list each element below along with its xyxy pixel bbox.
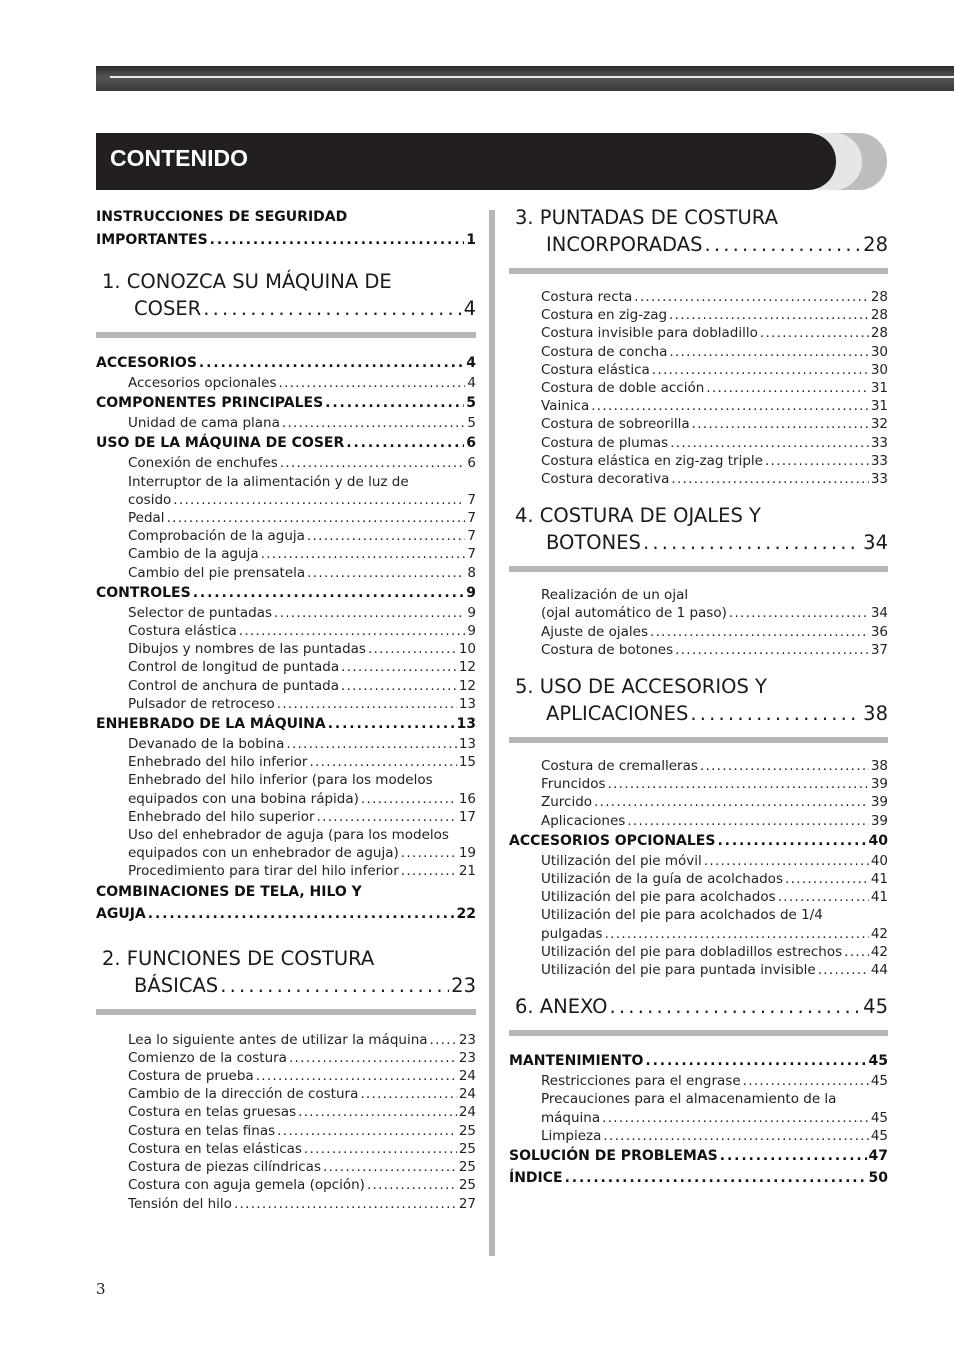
toc-entry[interactable] <box>509 623 888 641</box>
entry-text: Costura invisible para dobladillo <box>541 325 758 342</box>
entry-text: Control de anchura de puntada <box>128 677 339 694</box>
chapter-1-entries <box>96 352 476 925</box>
entry-text: Utilización del pie para puntada invisible <box>541 962 816 979</box>
chapter-5[interactable] <box>509 673 888 743</box>
entry-text: ACCESORIOS OPCIONALES <box>509 832 716 849</box>
chapter-4[interactable] <box>509 502 888 572</box>
entry-page: 24 <box>458 1086 476 1103</box>
entry-text: Selector de puntadas <box>128 604 273 621</box>
entry-text: Costura de piezas cilíndricas <box>128 1159 321 1176</box>
entry-page: 36 <box>870 623 888 640</box>
entry-text: Conexión de enchufes <box>128 455 278 472</box>
toc-entry[interactable] <box>509 852 888 870</box>
toc-entry[interactable] <box>509 812 888 830</box>
entry-text: Enhebrado del hilo inferior (para los modelos <box>128 772 433 789</box>
entry-page: 24 <box>458 1104 476 1121</box>
entry-page: 39 <box>870 794 888 811</box>
toc-category-entry[interactable] <box>96 582 476 604</box>
chapter-title-2: APLICACIONES <box>546 702 689 726</box>
entry-text: IMPORTANTES <box>96 232 208 248</box>
entry-page: 9 <box>466 584 476 601</box>
chapter-page: 23 <box>451 973 476 997</box>
toc-category-entry[interactable] <box>509 1167 888 1189</box>
entry-page: 45 <box>868 1053 888 1070</box>
entry-text: Costura en zig-zag <box>541 307 668 324</box>
page-title: CONTENIDO <box>110 145 248 171</box>
entry-page: 22 <box>456 905 476 922</box>
entry-page: 16 <box>458 790 476 807</box>
entry-page: 33 <box>870 471 888 488</box>
entry-page: 38 <box>870 758 888 775</box>
entry-text: Limpieza <box>541 1127 602 1144</box>
entry-page: 9 <box>467 623 476 640</box>
toc-entry[interactable] <box>509 452 888 470</box>
toc-entry[interactable] <box>509 1072 888 1090</box>
entry-page: 27 <box>458 1195 476 1212</box>
entry-page: 7 <box>467 491 476 508</box>
toc-entry[interactable] <box>509 793 888 811</box>
entry-page: 4 <box>466 355 476 371</box>
chapter-1[interactable] <box>96 268 476 338</box>
entry-text: Costura con aguja gemela (opción) <box>128 1177 365 1194</box>
entry-text: Unidad de cama plana <box>128 415 280 432</box>
entry-text: Pulsador de retroceso <box>128 695 275 712</box>
toc-entry[interactable] <box>96 473 476 491</box>
entry-text: Control de longitud de puntada <box>128 659 340 676</box>
toc-entry[interactable] <box>96 640 476 658</box>
entry-page: 42 <box>870 943 888 960</box>
toc-entry[interactable] <box>96 374 476 392</box>
chapter-title: 2. FUNCIONES DE COSTURA <box>102 946 375 970</box>
toc-entry[interactable] <box>509 415 888 433</box>
entry-text: máquina <box>541 1109 601 1126</box>
entry-text: ÍNDICE <box>509 1170 563 1187</box>
toc-entry[interactable] <box>509 288 888 306</box>
entry-text: Costura de cremalleras <box>541 758 698 775</box>
toc-entry[interactable] <box>509 943 888 961</box>
right-column <box>509 204 888 1189</box>
entry-page: 50 <box>868 1170 888 1187</box>
entry-text: Costura de botones <box>541 641 674 658</box>
entry-text: Accesorios opcionales <box>128 375 277 391</box>
entry-page: 1 <box>466 232 476 248</box>
entry-page: 45 <box>870 1127 888 1144</box>
entry-page: 23 <box>458 1049 476 1066</box>
entry-text: COMPONENTES PRINCIPALES <box>96 395 324 412</box>
toc-entry[interactable] <box>509 470 888 488</box>
entry-page: 13 <box>458 695 476 712</box>
entry-text: equipados con una bobina rápida) <box>128 790 359 807</box>
entry-text: Costura de doble acción <box>541 380 705 397</box>
chapter-page: 28 <box>863 233 888 256</box>
toc-entry[interactable] <box>96 695 476 713</box>
entry-text: pulgadas <box>541 925 603 942</box>
chapter-title-2: BÁSICAS <box>134 973 219 997</box>
entry-text: Utilización de la guía de acolchados <box>541 871 783 888</box>
entry-page: 28 <box>870 307 888 324</box>
entry-page: 21 <box>458 863 476 880</box>
entry-text: Costura elástica en zig-zag triple <box>541 452 763 469</box>
entry-page: 33 <box>870 452 888 469</box>
chapter-title-2: COSER <box>134 297 202 320</box>
chapter-page: 38 <box>863 702 888 726</box>
chapter-3[interactable] <box>509 204 888 274</box>
toc-entry[interactable] <box>96 509 476 527</box>
entry-page: 6 <box>466 435 476 452</box>
entry-page: 10 <box>458 641 476 658</box>
toc-entry[interactable] <box>509 870 888 888</box>
entry-text: Tensión del hilo <box>128 1195 232 1212</box>
entry-page: 19 <box>458 845 476 862</box>
entry-text: Vainica <box>541 398 590 415</box>
toc-entry[interactable] <box>509 641 888 659</box>
chapter-title-2: BOTONES <box>546 531 641 555</box>
entry-page: 28 <box>870 289 888 305</box>
toc-entry[interactable] <box>96 790 476 808</box>
chapter-3-entries <box>509 288 888 488</box>
toc-category-entry[interactable] <box>96 392 476 414</box>
entry-page: 34 <box>870 605 888 622</box>
entry-text: Utilización del pie para acolchados de 1/4 <box>541 907 823 924</box>
toc-entry[interactable] <box>96 1031 476 1049</box>
chapter-2[interactable] <box>96 945 476 1015</box>
toc-entry[interactable] <box>509 1090 888 1108</box>
toc-category-entry[interactable] <box>509 830 888 852</box>
entry-page: 39 <box>870 776 888 793</box>
entry-page: 39 <box>870 812 888 829</box>
entry-text: Cambio del pie prensatela <box>128 564 306 581</box>
entry-page: 44 <box>870 962 888 979</box>
entry-page: 24 <box>458 1068 476 1085</box>
toc-category-entry[interactable] <box>96 903 476 925</box>
toc-entry[interactable] <box>96 564 476 582</box>
entry-page: 41 <box>870 871 888 888</box>
chapter-rule <box>96 1009 476 1015</box>
entry-text: Ajuste de ojales <box>541 623 649 640</box>
entry-page: 30 <box>870 361 888 378</box>
entry-text: Pedal <box>128 510 165 527</box>
entry-page: 32 <box>870 416 888 433</box>
entry-text: CONTROLES <box>96 584 191 601</box>
toc-entry[interactable] <box>509 604 888 622</box>
toc-entry[interactable] <box>96 826 476 844</box>
entry-text: Costura decorativa <box>541 471 670 488</box>
toc-category-entry[interactable] <box>96 881 476 903</box>
entry-page: 5 <box>466 395 476 412</box>
entry-page: 9 <box>467 604 476 621</box>
toc-entry[interactable] <box>509 343 888 361</box>
entry-text: COMBINACIONES DE TELA, HILO Y <box>96 883 362 900</box>
toc-entry[interactable] <box>509 324 888 342</box>
chapter-title-2: INCORPORADAS <box>546 233 703 256</box>
chapter-title: 3. PUNTADAS DE COSTURA <box>515 206 778 229</box>
chapter-rule <box>509 268 888 274</box>
toc-entry[interactable] <box>96 1067 476 1085</box>
entry-text: Dibujos y nombres de las puntadas <box>128 641 366 658</box>
toc-entry[interactable] <box>96 1176 476 1194</box>
toc-entry[interactable] <box>96 1122 476 1140</box>
toc-entry[interactable] <box>96 1085 476 1103</box>
entry-page: 40 <box>870 852 888 869</box>
chapter-6[interactable] <box>509 993 888 1036</box>
entry-page: 45 <box>870 1073 888 1090</box>
toc-entry[interactable] <box>96 545 476 563</box>
left-column <box>96 206 476 1213</box>
entry-page: 23 <box>458 1031 476 1048</box>
toc-entry[interactable] <box>509 775 888 793</box>
toc-entry[interactable] <box>96 753 476 771</box>
toc-category-entry[interactable] <box>96 713 476 735</box>
toc-entry[interactable] <box>509 961 888 979</box>
entry-page: 30 <box>870 343 888 360</box>
entry-text: Costura de plumas <box>541 434 669 451</box>
toc-entry[interactable] <box>96 735 476 753</box>
entry-text: Utilización del pie para acolchados <box>541 889 776 906</box>
entry-text: ACCESORIOS <box>96 355 197 371</box>
entry-page: 40 <box>868 832 888 849</box>
toc-entry[interactable] <box>96 658 476 676</box>
entry-page: 33 <box>870 434 888 451</box>
entry-page: 5 <box>467 415 476 432</box>
entry-page: 25 <box>458 1177 476 1194</box>
chapter-rule <box>96 332 476 338</box>
toc-entry[interactable] <box>509 434 888 452</box>
toc-entry[interactable] <box>509 397 888 415</box>
entry-text: MANTENIMIENTO <box>509 1053 644 1070</box>
entry-page: 13 <box>456 716 476 733</box>
toc-entry[interactable] <box>509 888 888 906</box>
contents-banner <box>96 133 836 190</box>
entry-text: Aplicaciones <box>541 812 626 829</box>
toc-entry[interactable] <box>509 586 888 604</box>
toc-entry[interactable] <box>96 1049 476 1067</box>
entry-text: AGUJA <box>96 905 146 922</box>
toc-category-entry[interactable] <box>509 1145 888 1167</box>
entry-text: ENHEBRADO DE LA MÁQUINA <box>96 716 326 733</box>
entry-text: Enhebrado del hilo superior <box>128 808 315 825</box>
entry-text: Comprobación de la aguja <box>128 528 305 545</box>
entry-text: Costura elástica <box>541 361 650 378</box>
chapter-page: 4 <box>463 297 476 320</box>
toc-heading-safety[interactable]: INSTRUCCIONES DE SEGURIDAD <box>96 209 348 225</box>
entry-page: 28 <box>870 325 888 342</box>
entry-text: Interruptor de la alimentación y de luz de <box>128 473 409 490</box>
chapter-title: 4. COSTURA DE OJALES Y <box>515 504 761 528</box>
entry-text: Realización de un ojal <box>541 587 689 604</box>
toc-category-entry[interactable] <box>96 352 476 374</box>
entry-text: Costura recta <box>541 289 633 305</box>
toc-entry[interactable] <box>509 361 888 379</box>
entry-text: cosido <box>128 491 172 508</box>
entry-text: Utilización del pie para dobladillos estrechos <box>541 943 843 960</box>
chapter-page: 45 <box>863 995 888 1019</box>
chapter-title: 5. USO DE ACCESORIOS Y <box>515 675 767 699</box>
entry-text: SOLUCIÓN DE PROBLEMAS <box>509 1148 718 1165</box>
entry-page: 47 <box>868 1148 888 1165</box>
toc-entry[interactable] <box>96 1140 476 1158</box>
page-number: 3 <box>96 1280 106 1298</box>
chapter-5-entries <box>509 757 888 979</box>
toc-entry[interactable] <box>96 1103 476 1121</box>
chapter-6-entries <box>509 1050 888 1189</box>
toc-entry[interactable] <box>96 454 476 472</box>
toc-entry[interactable] <box>96 414 476 432</box>
chapter-page: 34 <box>863 531 888 555</box>
toc-heading-safety-2[interactable] <box>96 229 476 252</box>
toc-category-entry[interactable] <box>509 1050 888 1072</box>
entry-text: Costura de prueba <box>128 1068 254 1085</box>
chapter-4-entries <box>509 586 888 659</box>
entry-text: Utilización del pie móvil <box>541 852 702 869</box>
entry-page: 8 <box>467 564 476 581</box>
toc-entry[interactable] <box>96 862 476 880</box>
entry-text: (ojal automático de 1 paso) <box>541 605 727 622</box>
entry-page: 4 <box>467 375 476 391</box>
toc-entry[interactable] <box>509 306 888 324</box>
entry-text: Costura de sobreorilla <box>541 416 690 433</box>
chapter-rule <box>509 1030 888 1036</box>
entry-text: Uso del enhebrador de aguja (para los modelos <box>128 827 449 844</box>
entry-page: 15 <box>458 754 476 771</box>
column-divider <box>489 210 495 1256</box>
chapter-rule <box>509 566 888 572</box>
chapter-title: 6. ANEXO <box>515 995 608 1019</box>
entry-page: 7 <box>467 546 476 563</box>
toc-category-entry[interactable] <box>96 432 476 454</box>
toc-entry[interactable] <box>96 844 476 862</box>
entry-text: Lea lo siguiente antes de utilizar la máquina <box>128 1031 428 1048</box>
toc-entry[interactable] <box>96 808 476 826</box>
entry-text: Costura en telas gruesas <box>128 1104 297 1121</box>
entry-page: 25 <box>458 1140 476 1157</box>
entry-page: 42 <box>870 925 888 942</box>
entry-text: Devanado de la bobina <box>128 736 285 753</box>
entry-text: Restricciones para el engrase <box>541 1073 741 1090</box>
toc-entry[interactable] <box>509 925 888 943</box>
chapter-title: 1. CONOZCA SU MÁQUINA DE <box>102 270 392 293</box>
entry-text: Zurcido <box>541 794 593 811</box>
toc-entry[interactable] <box>509 379 888 397</box>
toc-entry[interactable] <box>96 527 476 545</box>
toc-entry[interactable] <box>96 771 476 789</box>
toc-entry[interactable] <box>96 622 476 640</box>
entry-text: Precauciones para el almacenamiento de la <box>541 1091 837 1108</box>
top-decorative-bar <box>96 66 954 91</box>
entry-text: Costura en telas finas <box>128 1122 276 1139</box>
entry-text: Comienzo de la costura <box>128 1049 287 1066</box>
chapter-rule <box>509 737 888 743</box>
entry-text: USO DE LA MÁQUINA DE COSER <box>96 435 345 452</box>
toc-entry[interactable] <box>96 1195 476 1213</box>
entry-page: 13 <box>458 736 476 753</box>
toc-entry[interactable] <box>509 906 888 924</box>
entry-page: 45 <box>870 1109 888 1126</box>
entry-page: 6 <box>467 455 476 472</box>
entry-page: 17 <box>458 808 476 825</box>
entry-text: Cambio de la dirección de costura <box>128 1086 359 1103</box>
toc-entry[interactable] <box>96 677 476 695</box>
entry-text: Procedimiento para tirar del hilo inferior <box>128 863 399 880</box>
entry-page: 41 <box>870 889 888 906</box>
toc-entry[interactable] <box>509 1109 888 1127</box>
entry-page: 31 <box>870 380 888 397</box>
entry-text: Costura en telas elásticas <box>128 1140 302 1157</box>
entry-text: Enhebrado del hilo inferior <box>128 754 308 771</box>
chapter-2-entries <box>96 1031 476 1213</box>
toc-entry[interactable] <box>509 1127 888 1145</box>
toc-entry[interactable] <box>509 757 888 775</box>
entry-page: 7 <box>467 528 476 545</box>
entry-text: Costura elástica <box>128 623 237 640</box>
toc-entry[interactable] <box>96 491 476 509</box>
entry-page: 25 <box>458 1159 476 1176</box>
toc-entry[interactable] <box>96 604 476 622</box>
entry-page: 12 <box>458 659 476 676</box>
entry-text: Costura de concha <box>541 343 668 360</box>
entry-page: 12 <box>458 677 476 694</box>
entry-page: 25 <box>458 1122 476 1139</box>
entry-text: Cambio de la aguja <box>128 546 259 563</box>
entry-text: Fruncidos <box>541 776 606 793</box>
entry-page: 7 <box>467 510 476 527</box>
entry-text: equipados con un enhebrador de aguja) <box>128 845 399 862</box>
toc-entry[interactable] <box>96 1158 476 1176</box>
entry-page: 31 <box>870 398 888 415</box>
entry-page: 37 <box>870 641 888 658</box>
